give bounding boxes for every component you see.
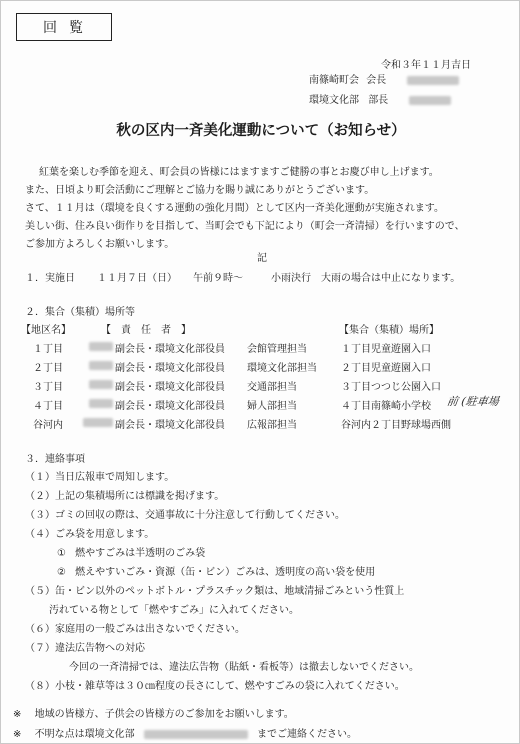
place-cell: ４丁目南篠崎小学校 [341,401,431,412]
area-cell: １丁目 [33,344,63,355]
note-mark: ※ [13,729,22,740]
note-tail: までご連絡ください。 [256,729,357,740]
redacted-name [83,418,113,427]
bag-number: ② [57,567,66,578]
notice-item: （５）缶・ビン以外のペットボトル・プラスチック類は、地域清掃ごみという性質上 [25,586,405,597]
note-mark: ※ [13,709,22,720]
sender-role: 会長 [366,75,387,86]
duty-cell: 会館管理担当 [247,344,307,355]
bag-number: ① [57,548,66,559]
notice-item: （３）ゴミの回収の際は、交通事故に十分注意して行動してください。 [25,510,345,521]
place-cell: ２丁目児童遊園入口 [341,363,431,374]
weather-note: 小雨決行 大雨の場合は中止になります。 [271,273,461,284]
section3-label: ３．連絡事項 [25,454,85,465]
intro-line: さて、１１月は（環境を良くする運動の強化月間）として区内一斉美化運動が実施されます。 [25,203,444,214]
event-time: 午前９時～ [193,273,243,284]
notice-item: （８）小枝・雑草等は３０㎝程度の長さにして、燃やすごみの袋に入れてください。 [25,681,405,692]
section1-label: １．実施日 [25,273,75,284]
redacted-name [89,399,113,408]
place-cell: ３丁目つつじ公園入口 [341,382,441,393]
redacted-name [409,96,451,105]
area-cell: ３丁目 [33,382,63,393]
role-cell: 副会長・環境文化部役員 [115,344,225,355]
sender-org: 環境文化部 [309,95,359,106]
role-cell: 副会長・環境文化部役員 [115,363,225,374]
bag-item [57,544,205,559]
notice-item: （７）違法広告物への対応 [25,643,145,654]
duty-cell: 広報部担当 [247,420,297,431]
duty-cell: 婦人部担当 [247,401,297,412]
bag-text: 燃えやすいごみ・資源（缶・ビン）ごみは、透明度の高い袋を使用 [75,567,376,578]
issue-date: 令和３年１１月吉日 [381,60,471,71]
notice-item-continued: 汚れている物として「燃やすごみ」に入れてください。 [49,605,299,616]
circular-stamp-label: 回覧 [43,20,95,36]
sender-role: 部長 [368,95,389,106]
notice-item-continued: 今回の一斉清掃では、違法広告物（貼紙・看板等）は撤去しないでください。 [69,662,419,673]
bag-text: 燃やすごみは半透明のごみ袋 [75,548,206,559]
notice-item: （２）上記の集積場所には標識を掲げます。 [25,491,225,502]
notice-item: （１）当日広報車で周知します。 [25,472,175,483]
note-text: 不明な点は環境文化部 [34,729,135,740]
redacted-phone [144,730,248,739]
duty-cell: 環境文化部担当 [247,363,317,374]
place-cell: 谷河内２丁目野球場西側 [341,420,451,431]
notice-item: （４）ごみ袋を用意します。 [25,529,155,540]
intro-line: ご参加方よろしくお願いします。 [25,239,175,250]
area-cell: 谷河内 [33,420,63,431]
intro-line: また、日頃より町会活動にご理解とご協力を賜り誠にありがとうございます。 [25,185,375,196]
sender-line-2 [309,91,451,106]
header-person: 【 責 任 者 】 [101,325,191,336]
notice-item: （６）家庭用の一般ごみは出さないでください。 [25,624,245,635]
intro-line: 紅葉を楽しむ季節を迎え、町会員の皆様にはますますご健勝の事とお慶び申し上げます。 [39,167,439,178]
area-cell: ２丁目 [33,363,63,374]
note-text: 地域の皆様方、子供会の皆様方のご参加をお願いします。 [34,709,294,720]
circular-stamp-box [16,13,112,41]
redacted-name [89,361,113,370]
place-cell: １丁目児童遊園入口 [341,344,431,355]
role-cell: 副会長・環境文化部役員 [115,382,225,393]
page-title: 秋の区内一斉美化運動について（お知らせ） [116,123,406,139]
header-area: 【地区名】 [21,325,71,336]
intro-line: 美しい街、住み良い街作りを目指して、当町会でも下記により（町会一斉清掃）を行いますので、 [25,221,465,232]
header-place: 【集合（集積）場所】 [339,325,439,336]
role-cell: 副会長・環境文化部役員 [115,420,225,431]
redacted-name [89,380,113,389]
ki-heading: 記 [257,253,267,264]
sender-org: 南篠崎町会 [309,75,359,86]
sender-line-1 [309,71,459,86]
redacted-name [89,342,113,351]
duty-cell: 交通部担当 [247,382,297,393]
section2-label: ２．集合（集積）場所等 [25,307,135,318]
bag-item [57,563,375,578]
redacted-name [407,76,459,85]
footer-note [13,705,294,720]
handwritten-note: 前 (駐車場 [446,395,500,408]
footer-note [13,725,357,740]
area-cell: ４丁目 [33,401,63,412]
event-date: １１月７日（日） [97,273,177,284]
role-cell: 副会長・環境文化部役員 [115,401,225,412]
